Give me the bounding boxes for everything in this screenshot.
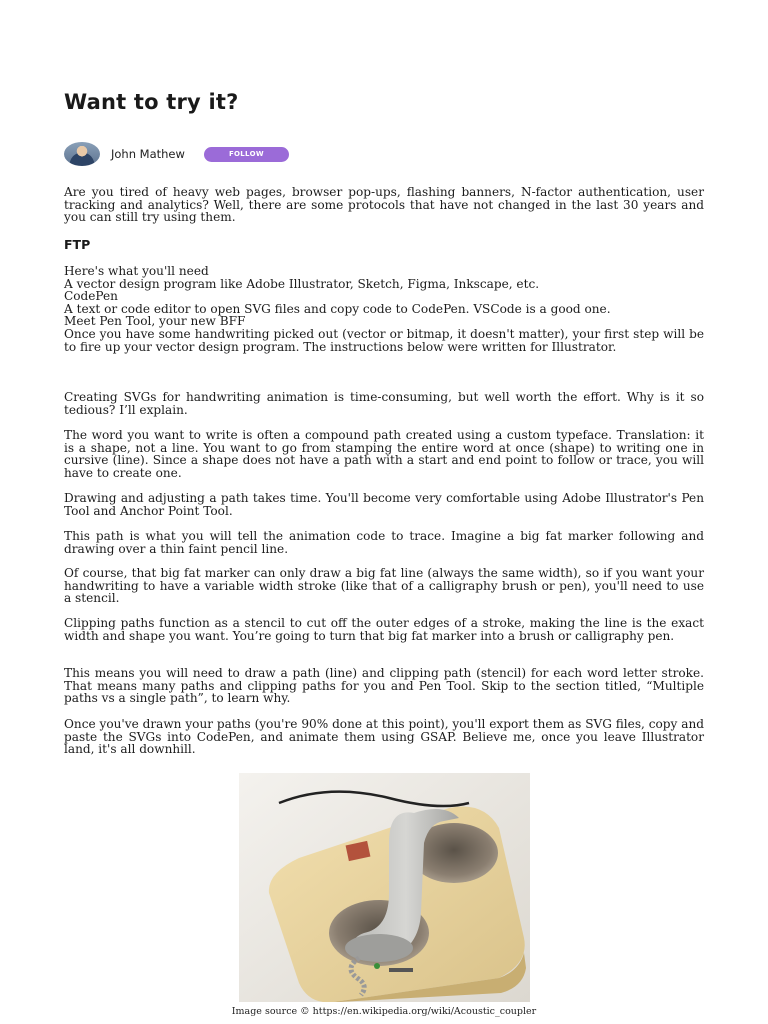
intro-paragraph: Are you tired of heavy web pages, browser pop-ups, flashing banners, N-factor authentication, user tracking and analytics? Well, there are some protocols that have not changed in the last 30 years and you can still try using them. [64, 185, 704, 225]
follow-button[interactable]: FOLLOW [204, 147, 289, 162]
body-paragraph: Creating SVGs for handwriting animation is time-consuming, but well worth the effort. Why is it so tedious? I’ll explain. [64, 390, 704, 417]
needs-line: A vector design program like Adobe Illustrator, Sketch, Figma, Inkscape, etc. [64, 276, 540, 291]
needs-line: A text or code editor to open SVG files and copy code to CodePen. VSCode is a good one. [64, 301, 611, 316]
avatar[interactable] [64, 142, 100, 166]
body-paragraph: This path is what you will tell the animation code to trace. Imagine a big fat marker following and drawing over a thin faint pencil line. [64, 529, 704, 556]
needs-line: CodePen [64, 289, 118, 304]
body-paragraph: Once you've drawn your paths (you're 90% done at this point), you'll export them as SVG files, copy and paste the SVGs into CodePen, and animate them using GSAP. Believe me, once you leave Illustrator land, it's all downhill. [64, 717, 704, 757]
author-row [64, 142, 289, 166]
body-paragraph: Of course, that big fat marker can only draw a big fat line (always the same width), so if you want your handwriting to have a variable width stroke (like that of a calligraphy brush or pen), you'll need to use a stencil. [64, 566, 704, 606]
body-paragraph: This means you will need to draw a path (line) and clipping path (stencil) for each word letter stroke. That means many paths and clipping paths for you and Pen Tool. Skip to the section titled, “Multiple paths vs a single path”, to learn why. [64, 666, 704, 706]
section-heading: FTP [64, 237, 91, 252]
article-title: Want to try it? [64, 90, 239, 114]
author-name[interactable]: John Mathew [111, 147, 185, 161]
needs-line: Meet Pen Tool, your new BFF [64, 314, 246, 329]
image-caption: Image source © https://en.wikipedia.org/wiki/Acoustic_coupler [231, 1006, 537, 1017]
needs-block [64, 265, 704, 353]
acoustic-coupler-photo [239, 773, 530, 1002]
needs-line: Once you have some handwriting picked out (vector or bitmap, it doesn't matter), your first step will be to fire up your vector design program. The instructions below were written for Illustrator. [64, 326, 704, 354]
body-paragraph: The word you want to write is often a compound path created using a custom typeface. Translation: it is a shape, not a line. You want to go from stamping the entire word at once (shape) to writing one in cursive (line). Since a shape does not have a path with a start and end point to follow or trace, you will have to create one. [64, 428, 704, 480]
needs-line: Here's what you'll need [64, 264, 209, 278]
body-paragraph: Drawing and adjusting a path takes time. You'll become very comfortable using Adobe Illustrator's Pen Tool and Anchor Point Tool. [64, 491, 704, 518]
body-paragraph: Clipping paths function as a stencil to cut off the outer edges of a stroke, making the line is the exact width and shape you want. You’re going to turn that big fat marker into a brush or calligraphy pen. [64, 616, 704, 643]
